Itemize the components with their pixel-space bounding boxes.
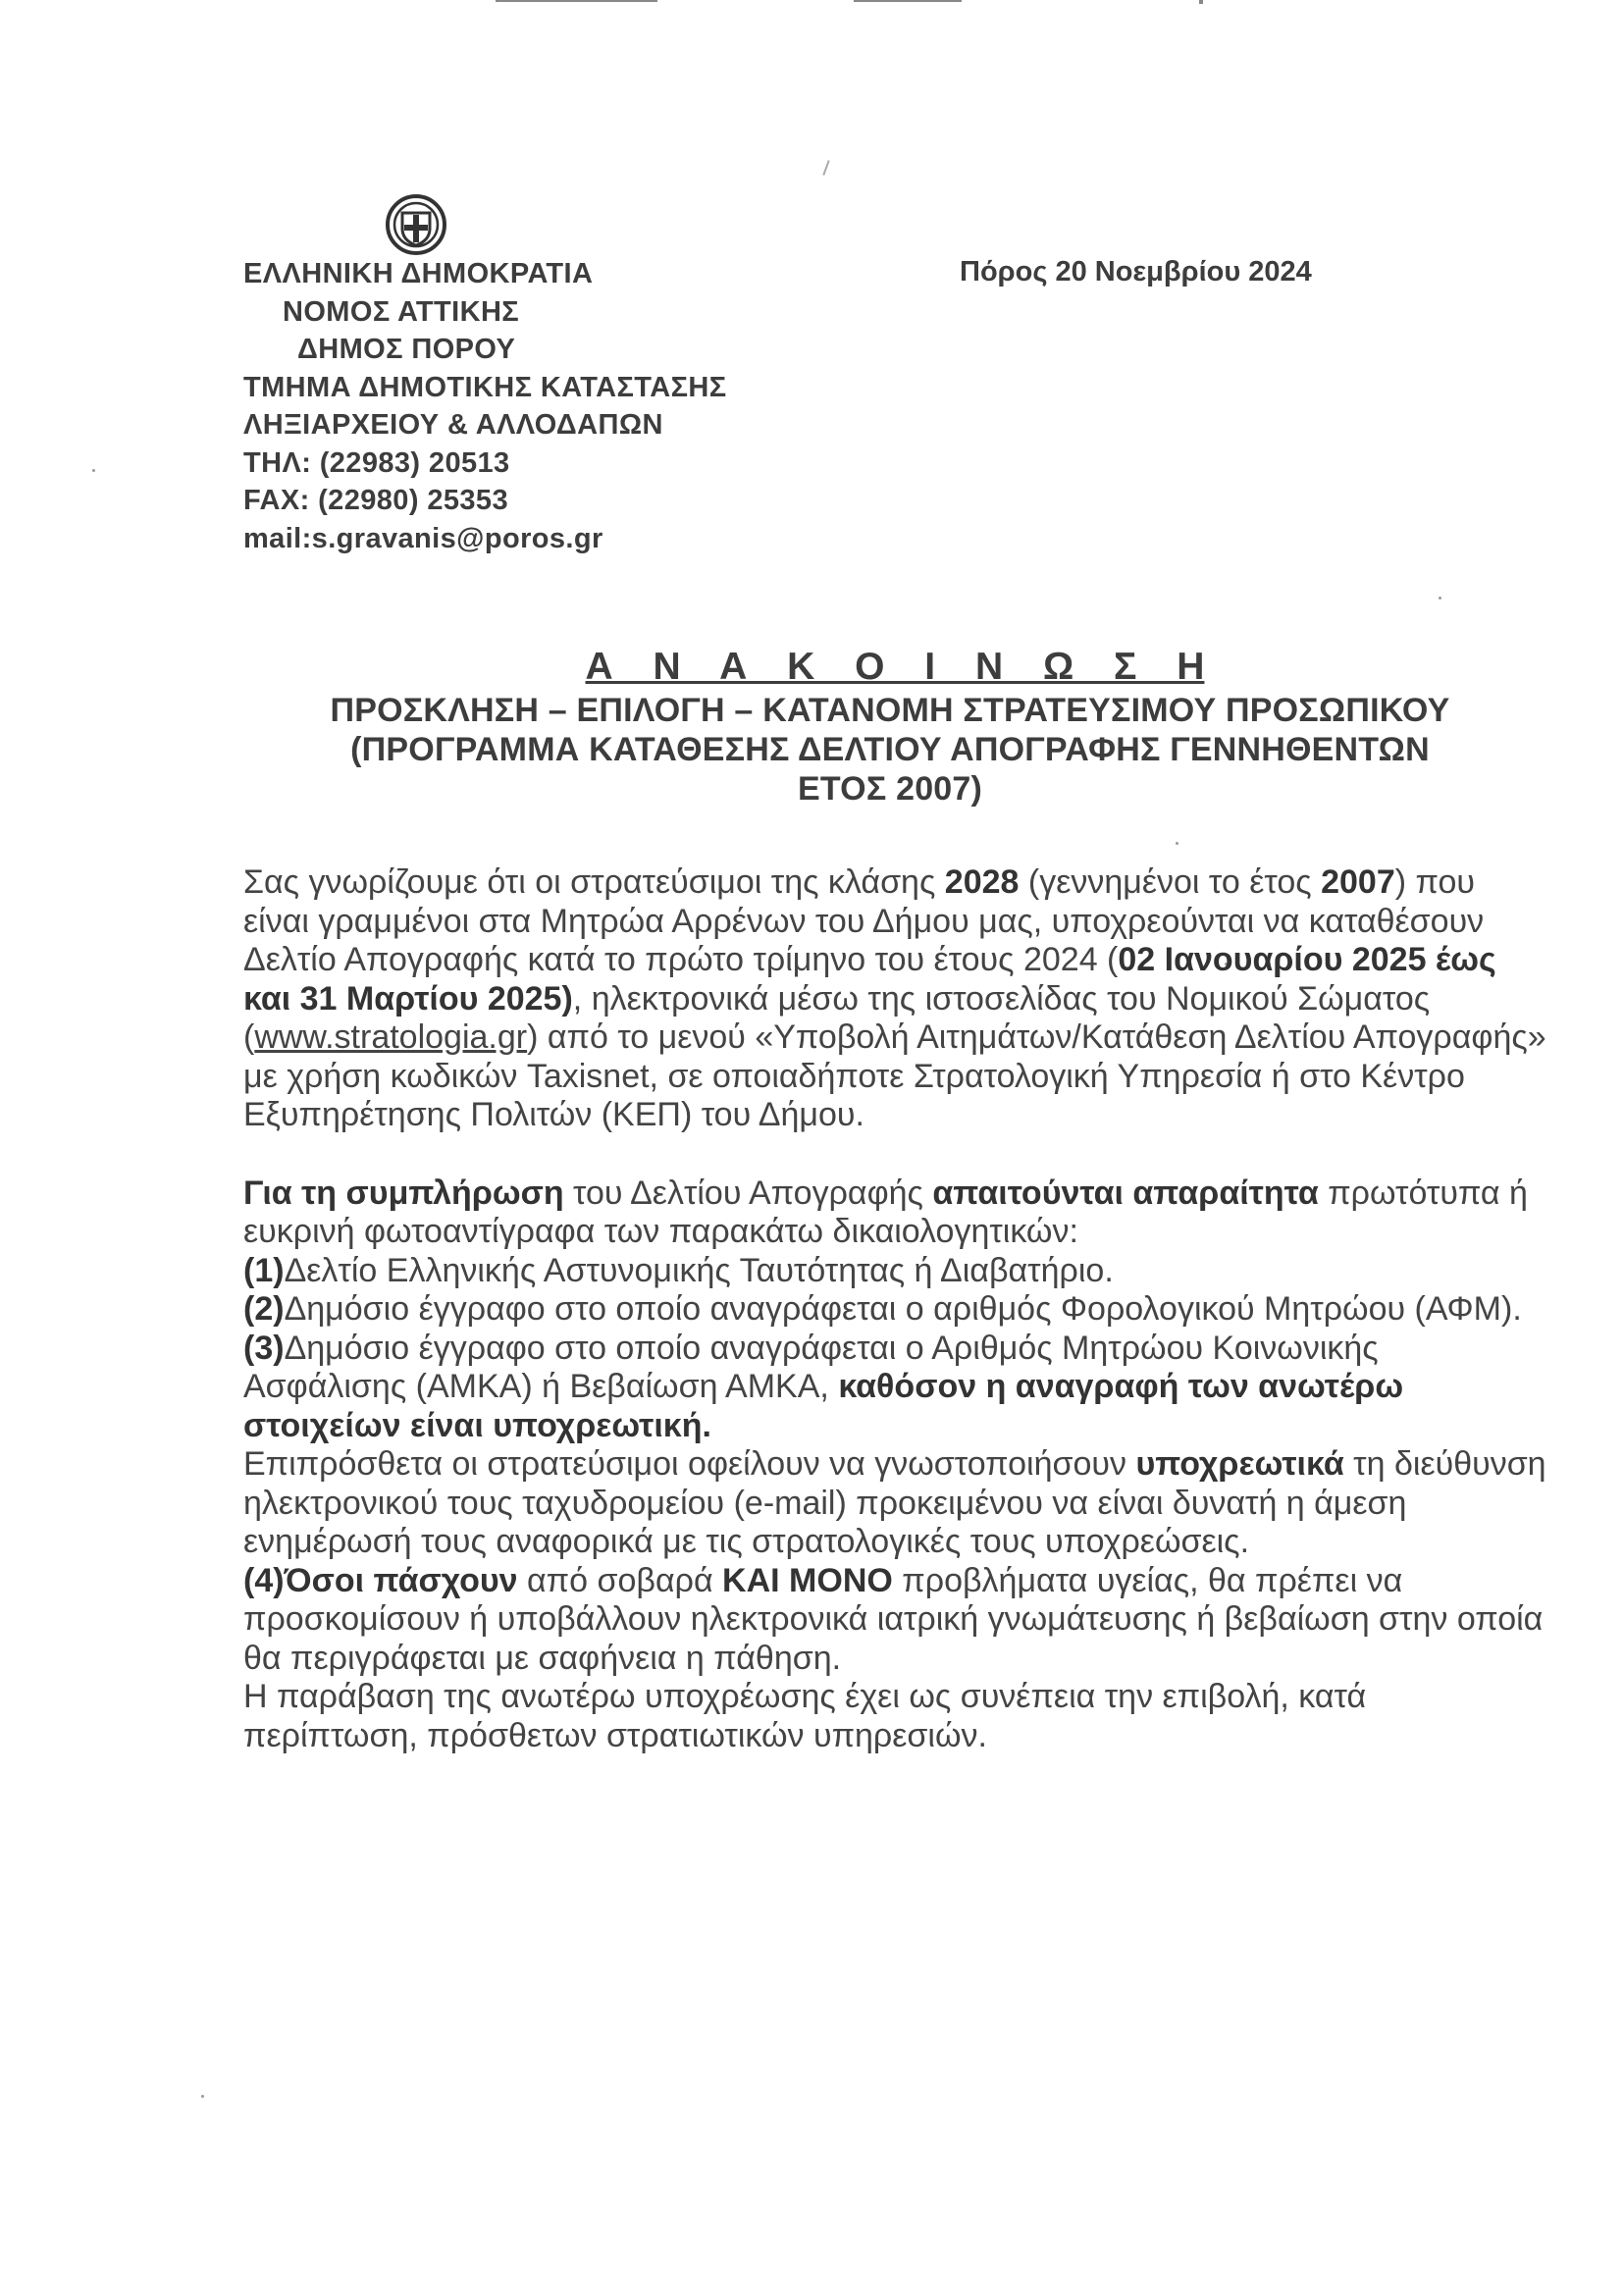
text-span: (γεννημένοι το έτος [1019, 863, 1322, 901]
text-span: Σας γνωρίζουμε ότι οι στρατεύσιμοι της κλάσης [243, 863, 945, 901]
text-span: Επιπρόσθετα οι στρατεύσιμοι οφείλουν να γνωστοποιήσουν [243, 1445, 1136, 1483]
item-number: (3) [243, 1329, 285, 1367]
bold-span: Για τη συμπλήρωση [243, 1174, 564, 1212]
text-span: προβλήματα υγείας, θα πρέπει να προσκομίσουν ή υποβάλλουν ηλεκτρονικά ιατρική γνωμάτευσης ή βεβαίωση στην οποία θα περιγράφεται με σαφήνεια η πάθηση. [243, 1561, 1544, 1677]
intro-paragraph [243, 863, 1548, 1135]
header-line: ΛΗΞΙΑΡΧΕΙΟΥ & ΑΛΛΟΔΑΠΩΝ [243, 409, 663, 441]
item-number: (4)Όσοι πάσχουν [243, 1561, 518, 1599]
text-span: ) που είναι γραμμένοι στα Μητρώα Αρρένων του Δήμου μας, υποχρεούνται να καταθέσουν Δελτίο Απογραφής κατά το πρώτο τρίμηνο του έτους 2024 ( [243, 863, 1485, 978]
list-item [243, 1330, 1548, 1446]
scan-speck [92, 469, 95, 472]
fax-line: FAX: (22980) 25353 [243, 485, 508, 516]
header-line: ΝΟΜΟΣ ΑΤΤΙΚΗΣ [283, 295, 520, 328]
requirements-paragraph [243, 1174, 1548, 1252]
item-text: Δημόσιο έγγραφο στο οποίο αναγράφεται ο Αριθμός Μητρώου Κοινωνικής Ασφάλισης (ΑΜΚΑ) ή Βεβαίωση ΑΜΚΑ, [243, 1329, 1379, 1405]
header-line: ΕΛΛΗΝΙΚΗ ΔΗΜΟΚΡΑΤΙΑ [243, 258, 594, 289]
document-date: Πόρος 20 Νοεμβρίου 2024 [960, 256, 1312, 287]
bold-span: ΚΑΙ ΜΟΝΟ [722, 1561, 893, 1599]
bold-span: καθόσον η αναγραφή των ανωτέρω στοιχείων είναι υποχρεωτική. [243, 1368, 1404, 1444]
list-item [243, 1290, 1548, 1330]
header-line: ΔΗΜΟΣ ΠΟΡΟΥ [297, 334, 516, 365]
announcement-heading: Α Ν Α Κ Ο Ι Ν Ω Σ Η [585, 646, 1205, 688]
scan-mark [1199, 0, 1203, 4]
scan-mark [496, 0, 657, 2]
text-span: , ηλεκτρονικά μέσω της ιστοσελίδας του Νομικού Σώματος ( [243, 979, 1431, 1056]
announcement-title [226, 644, 1554, 809]
email-line: mail:s.gravanis@poros.gr [243, 522, 603, 554]
issuer-header [243, 255, 727, 557]
header-line: ΤΜΗΜΑ ΔΗΜΟΤΙΚΗΣ ΚΑΤΑΣΤΑΣΗΣ [243, 371, 727, 403]
text-span: ) από το μενού «Υποβολή Αιτημάτων/Κατάθεση Δελτίου Απογραφής» με χρήση κωδικών Taxisnet, σε οποιαδήποτε Στρατολογική Υπηρεσία ή στο Κέντρο Εξυπηρέτησης Πολιτών (ΚΕΠ) του Δήμου. [243, 1018, 1546, 1133]
email-requirement-paragraph [243, 1445, 1548, 1562]
text-span: του Δελτίου Απογραφής [563, 1174, 933, 1212]
scan-speck [201, 2095, 204, 2098]
text-span: από σοβαρά [517, 1561, 723, 1599]
list-item [243, 1562, 1548, 1679]
bold-span: απαιτούνται απαραίτητα [932, 1174, 1319, 1212]
birth-year: 2007 [1321, 863, 1395, 901]
text-span: πρωτότυπα ή ευκρινή φωτοαντίγραφα των παρακάτω δικαιολογητικών: [243, 1174, 1528, 1250]
list-item [243, 1252, 1548, 1291]
item-number: (1) [243, 1251, 285, 1289]
subtitle-line: (ΠΡΟΓΡΑΜΜΑ ΚΑΤΑΘΕΣΗΣ ΔΕΛΤΙΟΥ ΑΠΟΓΡΑΦΗΣ ΓΕΝΝΗΘΕΝΤΩΝ [350, 731, 1430, 768]
submission-period: 02 Ιανουαρίου 2025 έως και 31 Μαρτίου 2025) [243, 941, 1496, 1018]
paragraph-gap [243, 1135, 1548, 1174]
scan-speck [1439, 597, 1441, 600]
item-text: Δελτίο Ελληνικής Αστυνομικής Ταυτότητας ή Διαβατήριο. [284, 1251, 1114, 1289]
subtitle-line: ΠΡΟΣΚΛΗΣΗ – ΕΠΙΛΟΓΗ – ΚΑΤΑΝΟΜΗ ΣΤΡΑΤΕΥΣΙΜΟΥ ΠΡΟΣΩΠΙΚΟΥ [330, 692, 1450, 729]
class-year: 2028 [944, 863, 1020, 901]
stratologia-link[interactable]: www.stratologia.gr [254, 1018, 528, 1056]
phone-line: ΤΗΛ: (22983) 20513 [243, 446, 510, 479]
item-text: Δημόσιο έγγραφο στο οποίο αναγράφεται ο αριθμός Φορολογικού Μητρώου (ΑΦΜ). [284, 1290, 1522, 1328]
scan-speck [1176, 842, 1178, 845]
announcement-body [243, 863, 1548, 1755]
scan-mark [854, 0, 962, 2]
scan-mark [822, 160, 829, 176]
penalty-paragraph: Η παράβαση της ανωτέρω υποχρέωσης έχει ως συνέπεια την επιβολή, κατά περίπτωση, πρόσθετων στρατιωτικών υπηρεσιών. [243, 1678, 1367, 1754]
subtitle-line: ΕΤΟΣ 2007) [797, 770, 983, 808]
greek-coat-of-arms-icon [385, 193, 447, 256]
bold-span: υποχρεωτικά [1135, 1445, 1344, 1483]
text-span: τη διεύθυνση ηλεκτρονικού τους ταχυδρομείου (e-mail) προκειμένου να είναι δυνατή η άμεση ενημέρωσή τους αναφορικά με τις στρατολογικές τους υποχρεώσεις. [243, 1445, 1546, 1560]
item-number: (2) [243, 1290, 285, 1328]
